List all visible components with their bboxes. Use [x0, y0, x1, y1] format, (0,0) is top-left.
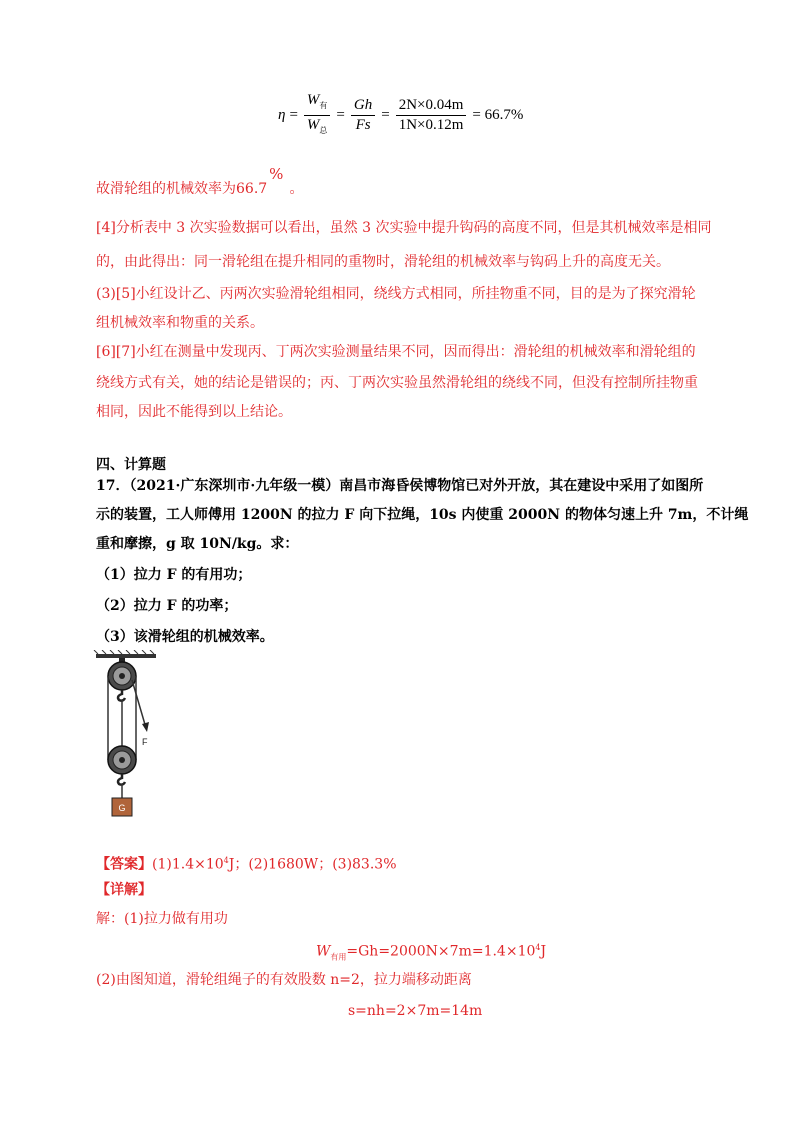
section-heading: 四、计算题 — [96, 457, 166, 473]
formula-result: = 66.7% — [472, 107, 524, 123]
para-4-line-1: [4]分析表中 3 次实验数据可以看出，虽然 3 次实验中提升钩码的高度不同，但是其机械效率是相同 — [96, 220, 712, 236]
equation-1: $W_{有用}=Gh=2000N\times 7m=1.4\times 10^4J$ — [316, 943, 547, 962]
question-line-1: 17．（2021·广东深圳市·九年级一模）南昌市海昏侯博物馆已对外开放，其在建设中采用了如图所 — [96, 478, 704, 494]
para-6-line-1: [6][7]小红在测量中发现丙、丁两次实验测量结果不同，因而得出：滑轮组的机械效率和滑轮组的 — [96, 344, 696, 360]
fraction-values: $\frac{2N\times 0.04m}{1N\times 0.12m}$ — [396, 97, 467, 134]
equation-2: s=nh=2×7m=14m — [348, 1003, 483, 1019]
solution-step-1: 解：(1)拉力做有用功 — [96, 911, 228, 927]
efficiency-formula: η = $\frac{W_有}{W_总}$ = $\frac{Gh}{Fs}$ = $\frac{2N\times 0.04m}{1N\times 0.12m}$ = 66.7% — [278, 92, 523, 139]
sub-question-1: （1）拉力 F 的有用功； — [96, 567, 252, 583]
answer-line: 【答案】$(1)1.4\times 10^4J$；(2)1680W；(3)83.3% — [96, 856, 397, 873]
pulley-figure — [92, 650, 162, 822]
question-line-3: 重和摩擦，g 取 10N/kg。求： — [96, 536, 299, 552]
para-6-line-2: 绕线方式有关，她的结论是错误的；丙、丁两次实验虽然滑轮组的绕线不同，但没有控制所挂物重 — [96, 375, 698, 391]
para-5-line-2: 组机械效率和物重的关系。 — [96, 315, 264, 331]
efficiency-conclusion: 故滑轮组的机械效率为66.7%。 — [96, 165, 304, 197]
question-line-2: 示的装置，工人师傅用 1200N 的拉力 F 向下拉绳，10s 内使重 2000N 的物体匀速上升 7m，不计绳 — [96, 507, 749, 523]
detail-tag: 【详解】 — [96, 882, 152, 898]
fraction-gh-fs: $\frac{Gh}{Fs}$ — [351, 97, 375, 134]
formula-eta: η — [278, 107, 286, 123]
sub-question-3: （3）该滑轮组的机械效率。 — [96, 629, 274, 645]
para-4-line-2: 的，由此得出：同一滑轮组在提升相同的重物时，滑轮组的机械效率与钩码上升的高度无关。 — [96, 254, 670, 270]
answer-tag: 【答案】 — [96, 856, 152, 873]
fraction-w: $\frac{W_有}{W_总}$ — [304, 92, 331, 139]
sub-question-2: （2）拉力 F 的功率； — [96, 598, 238, 614]
para-6-line-3: 相同，因此不能得到以上结论。 — [96, 404, 292, 420]
solution-step-2: (2)由图知道，滑轮组绳子的有效股数 n=2，拉力端移动距离 — [96, 972, 472, 988]
para-5-line-1: (3)[5]小红设计乙、丙两次实验滑轮组相同，绕线方式相同，所挂物重不同，目的是为了探究滑轮 — [96, 286, 696, 302]
weight-label: G — [118, 803, 126, 813]
force-label: F — [142, 737, 148, 747]
